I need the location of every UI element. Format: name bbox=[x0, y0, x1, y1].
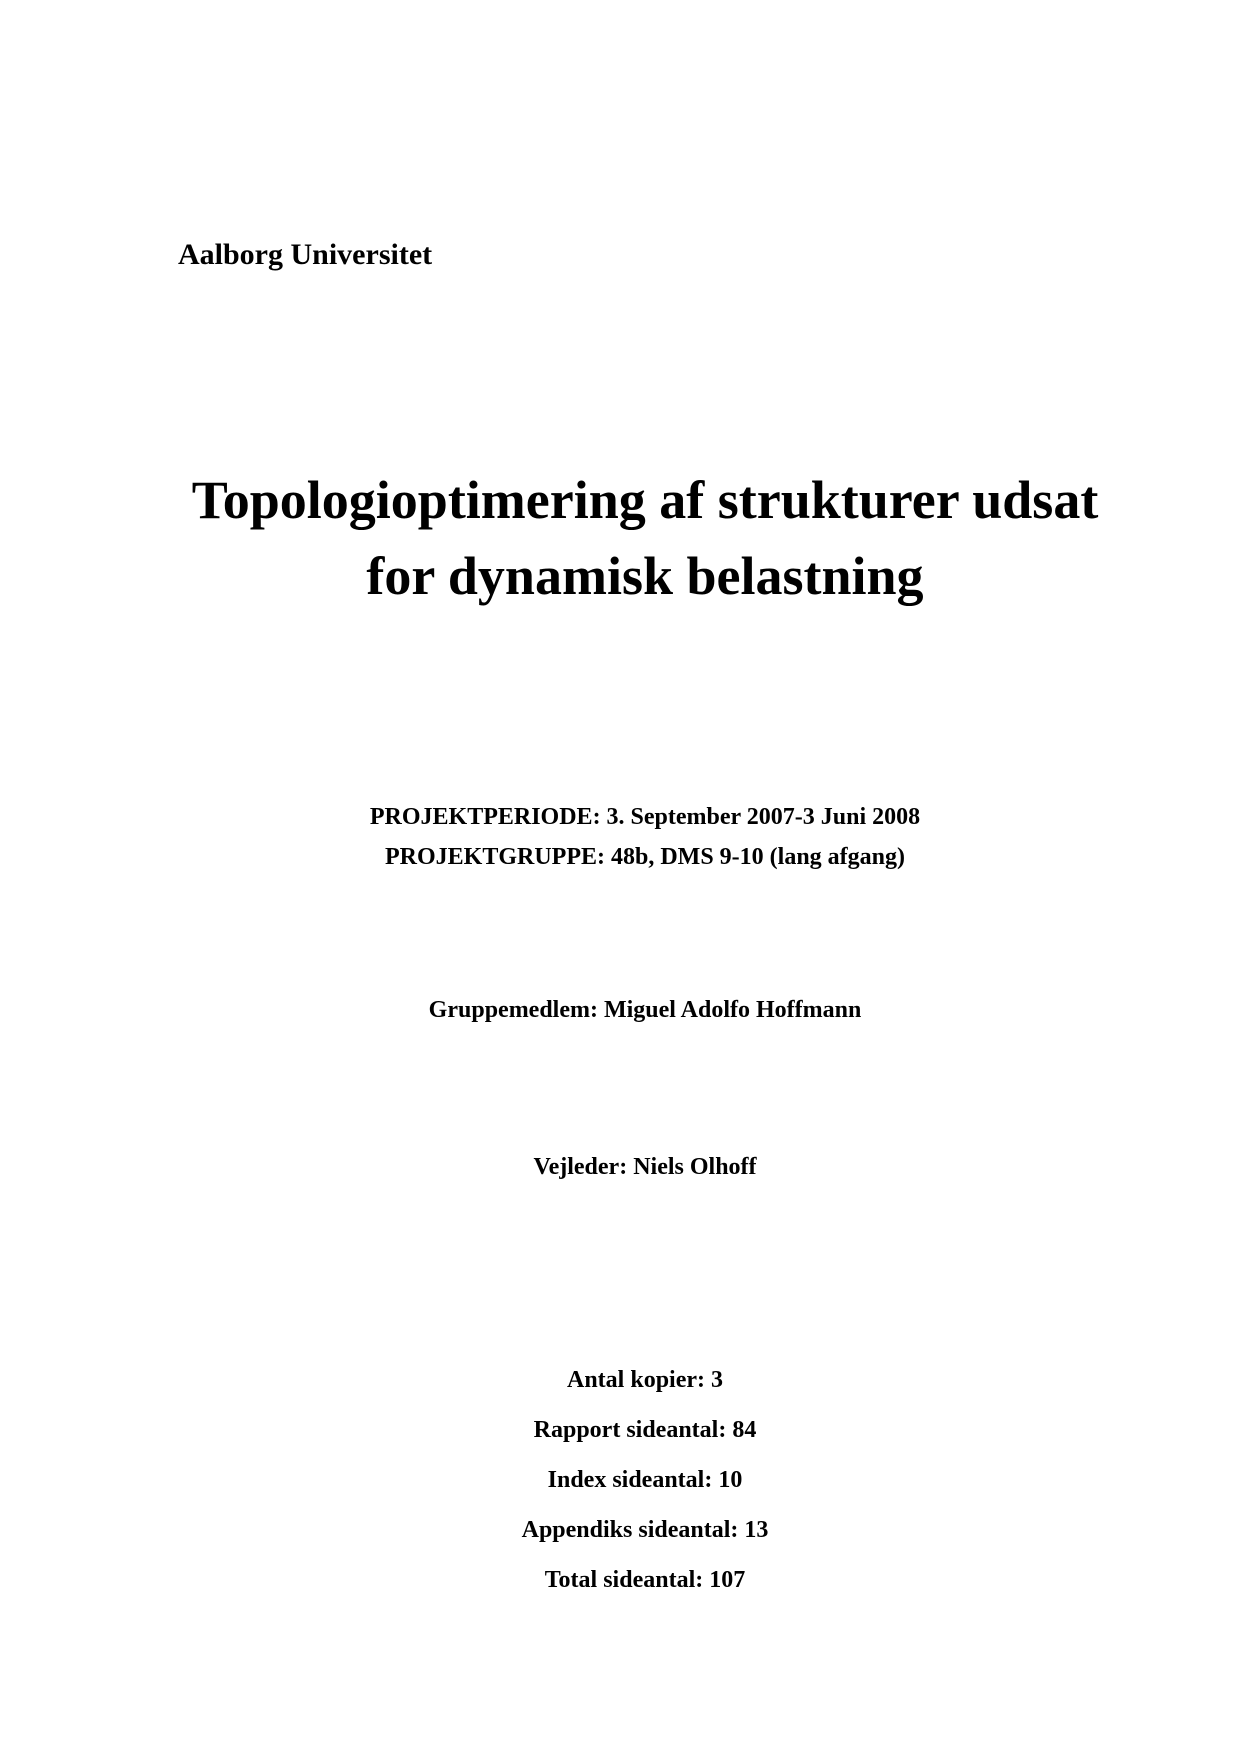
appendix-page-count: Appendiks sideantal: 13 bbox=[521, 1517, 769, 1543]
report-title bbox=[0, 462, 1240, 614]
institution-name: Aalborg Universitet bbox=[178, 238, 433, 271]
group-member: Gruppemedlem: Miguel Adolfo Hoffmann bbox=[428, 997, 862, 1023]
index-page-count: Index sideantal: 10 bbox=[547, 1467, 743, 1493]
project-group: PROJEKTGRUPPE: 48b, DMS 9-10 (lang afgang) bbox=[384, 844, 905, 870]
report-page-count: Rapport sideantal: 84 bbox=[533, 1417, 757, 1443]
copies-count: Antal kopier: 3 bbox=[567, 1367, 723, 1393]
total-page-count: Total sideantal: 107 bbox=[544, 1567, 746, 1593]
report-title-line-1: Topologioptimering af strukturer udsat bbox=[191, 470, 1099, 530]
report-title-line-2: for dynamisk belastning bbox=[366, 546, 924, 606]
page-count-stats bbox=[0, 1355, 1240, 1605]
project-info bbox=[0, 797, 1240, 877]
supervisor: Vejleder: Niels Olhoff bbox=[533, 1154, 757, 1180]
project-period: PROJEKTPERIODE: 3. September 2007-3 Juni 2008 bbox=[369, 804, 921, 830]
